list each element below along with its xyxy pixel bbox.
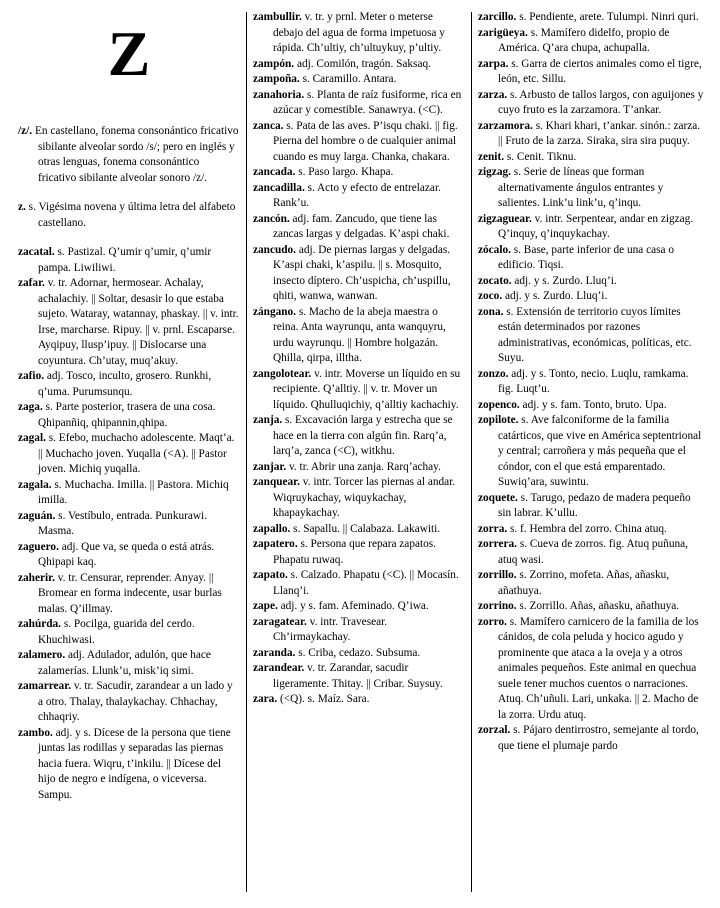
entry-definition: v. tr. Sacudir, zarandear a un lado y a otro. Thalay, thalaykachay. Chhachay, chhaqriy. bbox=[38, 680, 233, 723]
entry-headword: zanca. bbox=[253, 119, 284, 132]
entry-headword: zaguero. bbox=[18, 540, 59, 553]
dictionary-entry bbox=[478, 413, 704, 491]
entry-definition: s. Pata de las aves. P’isqu chaki. || fig. Pierna del hombre o de cualquier animal cuando es muy larga. Chanka, chakara. bbox=[273, 119, 458, 163]
entry-headword: zoquete. bbox=[478, 491, 518, 504]
dictionary-entry bbox=[253, 475, 465, 522]
dictionary-entry bbox=[18, 617, 240, 648]
dictionary-entry bbox=[253, 522, 465, 538]
entry-headword: zagal. bbox=[18, 432, 46, 444]
entry-definition: s. Mamífero didelfo, propio de América. Q’ara chupa, achupalla. bbox=[498, 26, 670, 54]
dictionary-entry bbox=[253, 165, 465, 181]
entry-definition: s. Macho de la abeja maestra o reina. Anta wayrunqu, anta wanquyru, urdu wayrunqu. || Hombre holgazán. Qhilla, qirpa, illtha. bbox=[273, 305, 446, 364]
entry-definition: adj. y s. fam. Tonto, bruto. Upa. bbox=[519, 398, 667, 411]
entry-headword: zócalo. bbox=[478, 243, 511, 256]
dictionary-entry bbox=[478, 243, 704, 274]
dictionary-entry bbox=[18, 478, 240, 509]
dictionary-entry bbox=[478, 568, 704, 599]
entry-headword: zambullir. bbox=[253, 11, 302, 23]
entry-headword: zonzo. bbox=[478, 367, 509, 380]
entry-headword: zopenco. bbox=[478, 398, 520, 411]
entry-definition: adj. y s. Tonto, necio. Luqlu, ramkama. fig. Luqt’u. bbox=[498, 367, 689, 395]
dictionary-entry bbox=[478, 398, 704, 414]
entry-definition: s. Calzado. Phapatu (<C). || Mocasín. Llanq’i. bbox=[273, 569, 459, 597]
entry-definition: adj. Comilón, tragón. Saksaq. bbox=[294, 57, 431, 70]
dictionary-entry bbox=[253, 692, 465, 708]
entry-headword: zancada. bbox=[253, 166, 296, 178]
entry-headword: zapatero. bbox=[253, 538, 298, 550]
entry-definition: s. Acto y efecto de entrelazar. Rank’u. bbox=[273, 181, 441, 209]
entry-headword: zoco. bbox=[478, 290, 503, 302]
entry-definition: adj. y s. Zurdo. Lluq’i. bbox=[502, 290, 608, 302]
entry-headword: zarpa. bbox=[478, 57, 509, 70]
entry-definition: adj. fam. Zancudo, que tiene las zancas largas y delgadas. K’aspi chaki. bbox=[273, 212, 450, 240]
dictionary-entry bbox=[253, 57, 465, 73]
entry-headword: zampón. bbox=[253, 57, 295, 70]
entry-definition: s. Sapallu. || Calabaza. Lakawiti. bbox=[290, 522, 441, 535]
entry-definition: s. Vestíbulo, entrada. Punkurawi. Masma. bbox=[38, 509, 208, 537]
column-3 bbox=[478, 10, 704, 754]
dictionary-entry bbox=[18, 369, 240, 400]
entry-headword: zaherir. bbox=[18, 571, 55, 584]
entry-headword: zanquear. bbox=[253, 476, 300, 488]
dictionary-entry bbox=[18, 200, 240, 231]
entry-headword: zancadilla. bbox=[253, 181, 305, 194]
dictionary-entry bbox=[478, 212, 704, 243]
entry-headword: zalamero. bbox=[18, 649, 66, 661]
dictionary-entry bbox=[253, 537, 465, 568]
entry-headword: zarigüeya. bbox=[478, 26, 528, 39]
entry-headword: zanjar. bbox=[253, 460, 287, 473]
dictionary-entry bbox=[18, 509, 240, 540]
entry-headword: zorzal. bbox=[478, 724, 511, 736]
entry-headword: zarandear. bbox=[253, 662, 305, 674]
entry-definition: s. Ave falconiforme de la familia catárticos, que vive en América septentrional y central; carroñera y más pequeña que el cóndor, con el que está emparentado. Suwiq’ara, suwintu. bbox=[498, 414, 702, 488]
entry-headword: zacatal. bbox=[18, 246, 55, 258]
entry-definition: adj. Tosco, inculto, grosero. Runkhi, q’uma. Purumsunqu. bbox=[38, 370, 212, 398]
entry-definition: s. Serie de líneas que forman alternativamente ángulos entrantes y salientes. Link’u link’u, q’inqu. bbox=[498, 166, 664, 209]
dictionary-entry bbox=[478, 615, 704, 724]
dictionary-entry bbox=[253, 661, 465, 692]
entry-headword: zanahoria. bbox=[253, 88, 305, 101]
dictionary-entry bbox=[253, 212, 465, 243]
entry-headword: zancudo. bbox=[253, 243, 296, 256]
entry-definition: s. Excavación larga y estrecha que se hace en la tierra con algún fin. Rarq’a, larq’a, zanca (<C), witkhu. bbox=[273, 414, 453, 457]
dictionary-entry bbox=[18, 276, 240, 369]
dictionary-entry bbox=[253, 367, 465, 414]
entry-definition: v. intr. Moverse un líquido en su recipiente. Q’alltiy. || v. tr. Mover un líquido. Qhulluqichiy, q’alltiy kachachiy. bbox=[273, 367, 461, 411]
entry-definition: s. Base, parte inferior de una casa o edificio. Tiqsi. bbox=[498, 243, 675, 271]
entry-headword: zapato. bbox=[253, 569, 288, 581]
dictionary-entry bbox=[253, 119, 465, 166]
entry-definition: s. Paso largo. Khapa. bbox=[295, 166, 394, 178]
entry-headword: zapallo. bbox=[253, 522, 291, 535]
entry-headword: zaguán. bbox=[18, 509, 56, 522]
entry-definition: s. Pendiente, arete. Tulumpi. Ninri quri. bbox=[516, 11, 699, 23]
dictionary-entry bbox=[478, 150, 704, 166]
entry-headword: zafar. bbox=[18, 277, 45, 289]
entry-definition: s. Persona que repara zapatos. Phapatu ruwaq. bbox=[273, 538, 436, 566]
entry-definition: s. Pastizal. Q’umir q’umir, q’umir pampa. Liwiliwi. bbox=[38, 246, 212, 274]
entry-definition: s. Planta de raíz fusiforme, rica en azúcar y comestible. Sanawrya. (<C). bbox=[273, 88, 462, 116]
entry-headword: zafio. bbox=[18, 370, 45, 382]
dictionary-entry bbox=[478, 289, 704, 305]
entry-definition: s. Khari khari, t’ankar. sinón.: zarza. || Fruto de la zarza. Siraka, sira sira puquy. bbox=[498, 119, 701, 147]
entry-definition: v. intr. Torcer las piernas al andar. Wiqruykachay, wiquykachay, khapaykachay. bbox=[273, 476, 456, 519]
entry-definition: adj. y s. Dícese de la persona que tiene juntas las rodillas y separadas las piernas hacia fuera. Wiqru, t’inkilu. || Dícese del hijo de negro e indígena, o viceversa. Sampu. bbox=[38, 726, 231, 801]
column-divider-left bbox=[246, 12, 247, 892]
dictionary-entry bbox=[18, 540, 240, 571]
dictionary-entry bbox=[478, 367, 704, 398]
entry-headword: zaranda. bbox=[253, 646, 296, 659]
dictionary-entry bbox=[253, 88, 465, 119]
entry-definition: adj. De piernas largas y delgadas. K’aspi chaki, k’aspilu. || s. Mosquito, insecto díptero. Ch’uspicha, ch’uspillu, qhiti, wanwa, wanwan. bbox=[273, 243, 451, 302]
dictionary-entry bbox=[253, 460, 465, 476]
dictionary-entry bbox=[478, 491, 704, 522]
entry-headword: zarzamora. bbox=[478, 119, 533, 132]
dictionary-entry bbox=[478, 165, 704, 212]
entry-headword: zambo. bbox=[18, 726, 53, 739]
dictionary-entry bbox=[478, 26, 704, 57]
dictionary-entry bbox=[253, 72, 465, 88]
entry-definition: s. Pájaro dentirrostro, semejante al tordo, que tiene el plumaje pardo bbox=[498, 724, 699, 752]
entry-definition: s. Tarugo, pedazo de madera pequeño sin labrar. K’ullu. bbox=[498, 491, 691, 519]
dictionary-entry bbox=[478, 119, 704, 150]
dictionary-entry bbox=[478, 10, 704, 26]
entry-headword: zancón. bbox=[253, 212, 290, 225]
entry-definition: s. Arbusto de tallos largos, con aguijones y cuyo fruto es la zarzamora. T’ankar. bbox=[498, 88, 704, 116]
entry-definition: v. intr. Travesear. Ch’irmaykachay. bbox=[273, 615, 388, 643]
entry-headword: zarcillo. bbox=[478, 11, 517, 23]
column-2 bbox=[253, 10, 465, 708]
entry-headword: zape. bbox=[253, 600, 278, 612]
dictionary-entry bbox=[478, 537, 704, 568]
section-letter: Z bbox=[107, 18, 151, 89]
entry-definition: s. Cenit. Tiknu. bbox=[504, 150, 577, 163]
dictionary-entry bbox=[18, 245, 240, 276]
entry-definition: v. tr. Abrir una zanja. Rarq’achay. bbox=[286, 460, 441, 473]
dictionary-entry bbox=[18, 648, 240, 679]
entry-definition: adj. y s. fam. Afeminado. Q’iwa. bbox=[277, 600, 429, 612]
entry-headword: zorra. bbox=[478, 522, 508, 535]
dictionary-entry bbox=[478, 723, 704, 754]
entry-definition: s. Zorrillo. Añas, añasku, añathuya. bbox=[516, 600, 680, 612]
entry-definition: adj. Que va, se queda o está atrás. Qhipapi kaq. bbox=[38, 540, 215, 568]
dictionary-entry bbox=[253, 646, 465, 662]
dictionary-entry bbox=[253, 181, 465, 212]
entry-definition: s. Pocilga, guarida del cerdo. Khuchiwasi. bbox=[38, 618, 195, 646]
dictionary-entry bbox=[18, 431, 240, 478]
entry-definition: s. Muchacha. Imilla. || Pastora. Michiq imilla. bbox=[38, 478, 229, 506]
entry-headword: zahúrda. bbox=[18, 618, 61, 630]
entry-headword: zarza. bbox=[478, 88, 508, 101]
entry-definition: (<Q). s. Maíz. Sara. bbox=[277, 693, 370, 705]
dictionary-entry bbox=[18, 124, 240, 186]
entry-definition: En castellano, fonema consonántico fricativo sibilante alveolar sordo /s/; pero en inglés y otras lenguas, fonema consonántico fricativo sibilante alveolar sonoro /z/. bbox=[32, 125, 239, 184]
dictionary-entry bbox=[478, 522, 704, 538]
entry-definition: v. tr. Adornar, hermosear. Achalay, achalachiy. || Soltar, desasir lo que estaba sujeto. Wataray, watannay, phaskay. || v. intr. Irse, marcharse. Ripuy. || v. prnl. Escaparse. Ayqipuy, llusp’ipuy. || Dislocarse una coyuntura. Ch’utay, muq’akuy. bbox=[38, 277, 239, 367]
entry-headword: zanja. bbox=[253, 414, 283, 426]
entry-definition: s. Zorrino, mofeta. Añas, añasku, añathuya. bbox=[498, 569, 670, 597]
entry-definition: s. Parte posterior, trasera de una cosa. Qhipanñiq, qhipannin,qhipa. bbox=[38, 401, 216, 429]
dictionary-entry bbox=[478, 599, 704, 615]
entry-headword: zaga. bbox=[18, 401, 43, 413]
entry-headword: z. bbox=[18, 201, 26, 213]
dictionary-entry bbox=[18, 679, 240, 726]
entry-headword: zara. bbox=[253, 693, 278, 705]
dictionary-entry bbox=[478, 305, 704, 367]
entry-headword: zaragatear. bbox=[253, 615, 307, 628]
entry-headword: zorrera. bbox=[478, 538, 517, 550]
entry-headword: zorro. bbox=[478, 615, 507, 628]
entry-headword: zamarrear. bbox=[18, 680, 72, 692]
column-divider-right bbox=[471, 12, 472, 892]
entry-definition: v. tr. y prnl. Meter o meterse debajo del agua de forma impetuosa y rápida. Ch’ultiy, ch’ultuykuy, p’ultiy. bbox=[273, 11, 445, 54]
entry-headword: /z/. bbox=[18, 125, 33, 137]
dictionary-entry bbox=[18, 726, 240, 804]
entry-headword: zona. bbox=[478, 305, 504, 318]
entry-definition: v. intr. Serpentear, andar en zigzag. Q’inquy, q’inquykachay. bbox=[498, 212, 694, 240]
entry-headword: zángano. bbox=[253, 305, 296, 318]
dictionary-entry bbox=[18, 400, 240, 431]
entry-headword: zorrino. bbox=[478, 600, 517, 612]
dictionary-entry bbox=[253, 305, 465, 367]
entry-headword: zocato. bbox=[478, 274, 512, 287]
entry-headword: zampoña. bbox=[253, 73, 300, 85]
entry-headword: zangolotear. bbox=[253, 367, 312, 380]
dictionary-entry bbox=[18, 571, 240, 618]
entry-headword: zigzag. bbox=[478, 166, 511, 178]
dictionary-entry bbox=[253, 10, 465, 57]
entry-definition: adj. Adulador, adulón, que hace zalamerías. Llunk’u, misk’iq simi. bbox=[38, 649, 211, 677]
entry-headword: zopilote. bbox=[478, 414, 519, 426]
column-1-entries bbox=[18, 124, 240, 803]
entry-definition: s. Caramillo. Antara. bbox=[299, 73, 397, 85]
dictionary-entry bbox=[478, 57, 704, 88]
entry-definition: s. Vigésima novena y última letra del alfabeto castellano. bbox=[25, 201, 236, 229]
dictionary-entry bbox=[253, 243, 465, 305]
entry-definition: adj. y s. Zurdo. Lluq’i. bbox=[511, 274, 617, 287]
dictionary-entry bbox=[478, 88, 704, 119]
entry-definition: v. tr. Zarandar, sacudir ligeramente. Thitay. || Cribar. Suysuy. bbox=[273, 662, 443, 690]
entry-definition: s. Criba, cedazo. Subsuma. bbox=[295, 646, 421, 659]
entry-definition: s. Mamífero carnicero de la familia de los cánidos, de cola peluda y hocico agudo y prominente que ataca a la oveja y a otros animales pequeños. Este animal en quechua suele tener muchos cuentos o narraciones. Atuq. Ch’uñuli. Lari, unkaka. || 2. Macho de la zorra. Urdu atuq. bbox=[498, 615, 699, 721]
dictionary-entry bbox=[253, 599, 465, 615]
entry-headword: zagala. bbox=[18, 478, 52, 491]
column-2-entries bbox=[253, 10, 465, 708]
column-3-entries bbox=[478, 10, 704, 754]
entry-definition: s. Cueva de zorros. fig. Atuq puñuna, atuq wasi. bbox=[498, 538, 688, 566]
entry-definition: s. Efebo, muchacho adolescente. Maqt’a. || Muchacho joven. Yuqalla (<A). || Pastor joven. Michiq yuqalla. bbox=[38, 432, 235, 475]
entry-definition: s. Extensión de territorio cuyos límites están determinados por razones administrativas, económicas, políticas, etc. Suyu. bbox=[498, 305, 692, 364]
entry-headword: zorrillo. bbox=[478, 569, 517, 581]
column-1 bbox=[18, 10, 240, 803]
dictionary-entry bbox=[478, 274, 704, 290]
entry-headword: zigzaguear. bbox=[478, 212, 532, 225]
dictionary-entry bbox=[253, 413, 465, 460]
dictionary-entry bbox=[253, 615, 465, 646]
entry-definition: v. tr. Censurar, reprender. Anyay. || Bromear en forma indecente, usar burlas malas. Q’illmay. bbox=[38, 571, 222, 615]
entry-definition: s. Garra de ciertos animales como el tigre, león, etc. Sillu. bbox=[498, 57, 702, 85]
entry-definition: s. f. Hembra del zorro. China atuq. bbox=[507, 522, 667, 535]
entry-headword: zenit. bbox=[478, 150, 505, 163]
dictionary-entry bbox=[253, 568, 465, 599]
